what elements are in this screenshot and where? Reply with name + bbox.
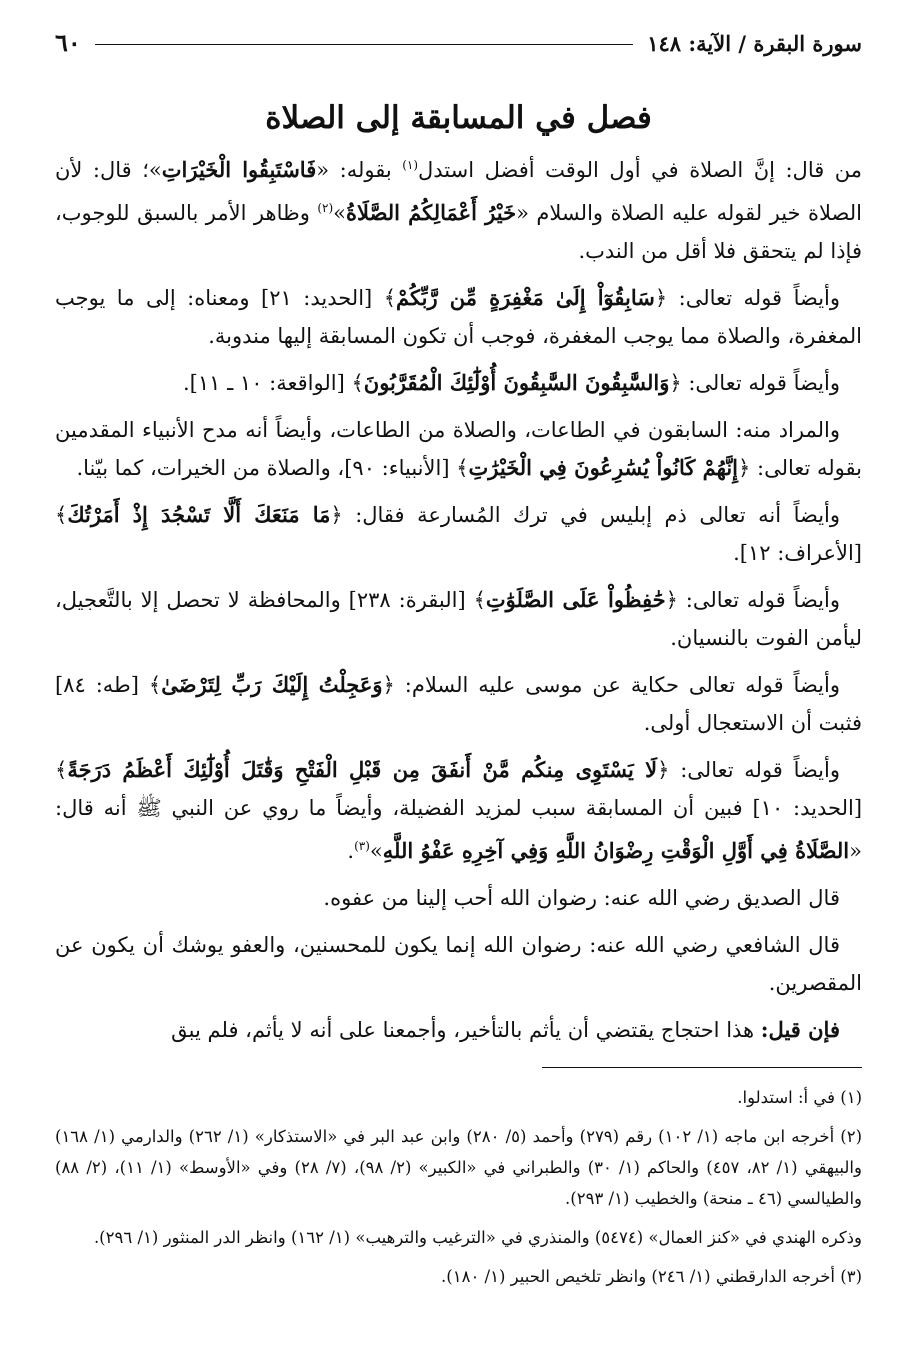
hadith-quote: الصَّلَاةُ فِي أَوَّلِ الْوَقْتِ رِضْوَانُ اللَّهِ وَفِي آخِرِهِ عَفْوُ اللَّهِ — [382, 838, 850, 863]
quran-quote: وَالسَّٰبِقُونَ السَّٰبِقُونَ أُوْلَٰٓئِكَ الْمُقَرَّبُونَ — [363, 370, 670, 395]
paragraph — [55, 279, 862, 355]
text-run: » — [369, 839, 383, 863]
footnote-ref: (٢) — [317, 201, 334, 215]
quran-quote: مَا مَنَعَكَ أَلَّا تَسْجُدَ إِذْ أَمَرْتُكَ — [67, 502, 331, 527]
footnote-ref: (٣) — [354, 839, 370, 853]
footnote: (٣) أخرجه الدارقطني (١/ ٢٤٦) وانظر تلخيص الحبير (١/ ١٨٠). — [441, 1267, 862, 1286]
quran-quote: حَٰفِظُواْ عَلَى الصَّلَوَٰتِ — [485, 587, 666, 612]
page-number: ٦٠ — [55, 28, 81, 57]
paragraph — [55, 666, 862, 742]
objection-lead: فإن قيل: — [760, 1017, 840, 1042]
text-run: ﴾ [طه: ٨٤] فثبت أن الاستعجال أولى. — [55, 673, 862, 735]
footnotes — [55, 1082, 862, 1292]
text-run: وأيضاً قوله تعالى: ﴿ — [669, 371, 840, 395]
main-text — [55, 146, 862, 1049]
paragraph — [55, 751, 862, 870]
hadith-quote: خَيْرُ أَعْمَالِكُمُ الصَّلَاةُ — [346, 200, 517, 225]
text-run: والمراد منه: السابقون في الطاعات، والصلاة من الطاعات، وأيضاً أنه مدح الأنبياء المقدمين بقوله تعالى: ﴿ — [55, 418, 862, 480]
text-run: من قال: إنَّ الصلاة في أول الوقت أفضل استدل — [418, 158, 863, 182]
paragraph — [55, 879, 862, 917]
text-run: هذا احتجاج يقتضي أن يأثم بالتأخير، وأجمعنا على أنه لا يأثم، فلم يبق — [171, 1018, 761, 1042]
quran-quote: سَابِقُوٓاْ إِلَىٰ مَغْفِرَةٍ مِّن رَّبِّكُمْ — [396, 285, 655, 310]
footnote-separator — [542, 1067, 862, 1068]
text-run: »؛ قال: لأن الصلاة خير لقوله عليه الصلاة والسلام « — [55, 158, 862, 225]
footnote: (١) في أ: استدلوا. — [737, 1088, 862, 1107]
text-run: ﴾ [الأعراف: ١٢]. — [55, 503, 862, 565]
text-run: ﴾ [الأنبياء: ٩٠]، والصلاة من الخيرات، كما بيّنا. — [76, 456, 469, 480]
text-run: وظاهر الأمر بالسبق للوجوب، فإذا لم يتحقق فلا أقل من الندب. — [55, 201, 862, 263]
text-run: قال الشافعي رضي الله عنه: رضوان الله إنما يكون للمحسنين، والعفو يوشك أن يكون عن المقصرين. — [55, 933, 862, 995]
header-rule — [95, 44, 633, 45]
text-run: ﴾ [الحديد: ٢١] ومعناه: إلى ما يوجب المغفرة، والصلاة مما يوجب المغفرة، فوجب أن تكون المسابقة إليها مندوبة. — [55, 286, 862, 348]
section-title: فصل في المسابقة إلى الصلاة — [265, 100, 652, 136]
paragraph — [55, 364, 862, 402]
text-run: قال الصديق رضي الله عنه: رضوان الله أحب إلينا من عفوه. — [323, 886, 840, 910]
text-run: وأيضاً قوله تعالى: ﴿ — [657, 758, 841, 782]
text-run: وأيضاً قوله تعالى: ﴿ — [665, 588, 840, 612]
footnote: (٢) أخرجه ابن ماجه (١/ ١٠٢) رقم (٢٧٩) وأحمد (٥/ ٢٨٠) وابن عبد البر في «الاستذكار» (١/ ٢٦٢) والدارمي (١/ ١٦٨) والبيهقي (١/ ٨٢، ٤٥٧) والحاكم (١/ ٣٠) والطبراني في «الكبير» (٢/ ٩٨)، (٧/ ٢٨) وفي «الأوسط» (١/ ١١)، (٢/ ٨٨) والطيالسي (٤٦ ـ منحة) والخطيب (١/ ٢٩٣). — [55, 1127, 863, 1208]
text-run: . — [347, 839, 355, 863]
paragraph — [55, 496, 862, 572]
paragraph — [55, 1011, 862, 1049]
text-run: ﴾ [البقرة: ٢٣٨] والمحافظة لا تحصل إلا بالتَّعجيل، ليأمن الفوت بالنسيان. — [55, 588, 862, 650]
text-run: » — [333, 201, 347, 225]
paragraph — [55, 581, 862, 657]
page-header — [55, 28, 862, 58]
text-run: وأيضاً قوله تعالى حكاية عن موسى عليه السلام: ﴿ — [382, 673, 840, 697]
quran-quote: لَا يَسْتَوِى مِنكُم مَّنْ أَنفَقَ مِن قَبْلِ الْفَتْحِ وَقَٰتَلَ أُوْلَٰٓئِكَ أَعْظَمُ دَرَجَةً — [67, 757, 658, 782]
quran-quote: إِنَّهُمْ كَانُواْ يُسَٰرِعُونَ فِي الْخَيْرَٰتِ — [468, 455, 739, 480]
footnote: وذكره الهندي في «كنز العمال» (٥٤٧٤) والمنذري في «الترغيب والترهيب» (١/ ١٦٢) وانظر الدر المنثور (١/ ٢٩٦). — [93, 1228, 862, 1247]
paragraph — [55, 411, 862, 487]
quran-quote: وَعَجِلْتُ إِلَيْكَ رَبِّ لِتَرْضَىٰ — [161, 672, 383, 697]
text-run: وأيضاً قوله تعالى: ﴿ — [654, 286, 841, 310]
text-run: ﴾ [الحديد: ١٠] فبين أن المسابقة سبب لمزيد الفضيلة، وأيضاً ما روي عن النبي ﷺ أنه قال: « — [55, 758, 863, 863]
text-run: وأيضاً أنه تعالى ذم إبليس في ترك المُسارعة فقال: ﴿ — [330, 503, 841, 527]
quran-quote: فَاسْتَبِقُوا الْخَيْرَاتِ — [161, 157, 317, 182]
paragraph — [55, 146, 862, 270]
paragraph — [55, 926, 862, 1002]
text-run: بقوله: « — [316, 158, 403, 182]
footnote-ref: (١) — [402, 158, 419, 172]
text-run: ﴾ [الواقعة: ١٠ ـ ١١]. — [182, 371, 364, 395]
running-title: سورة البقرة / الآية: ١٤٨ — [647, 31, 862, 56]
